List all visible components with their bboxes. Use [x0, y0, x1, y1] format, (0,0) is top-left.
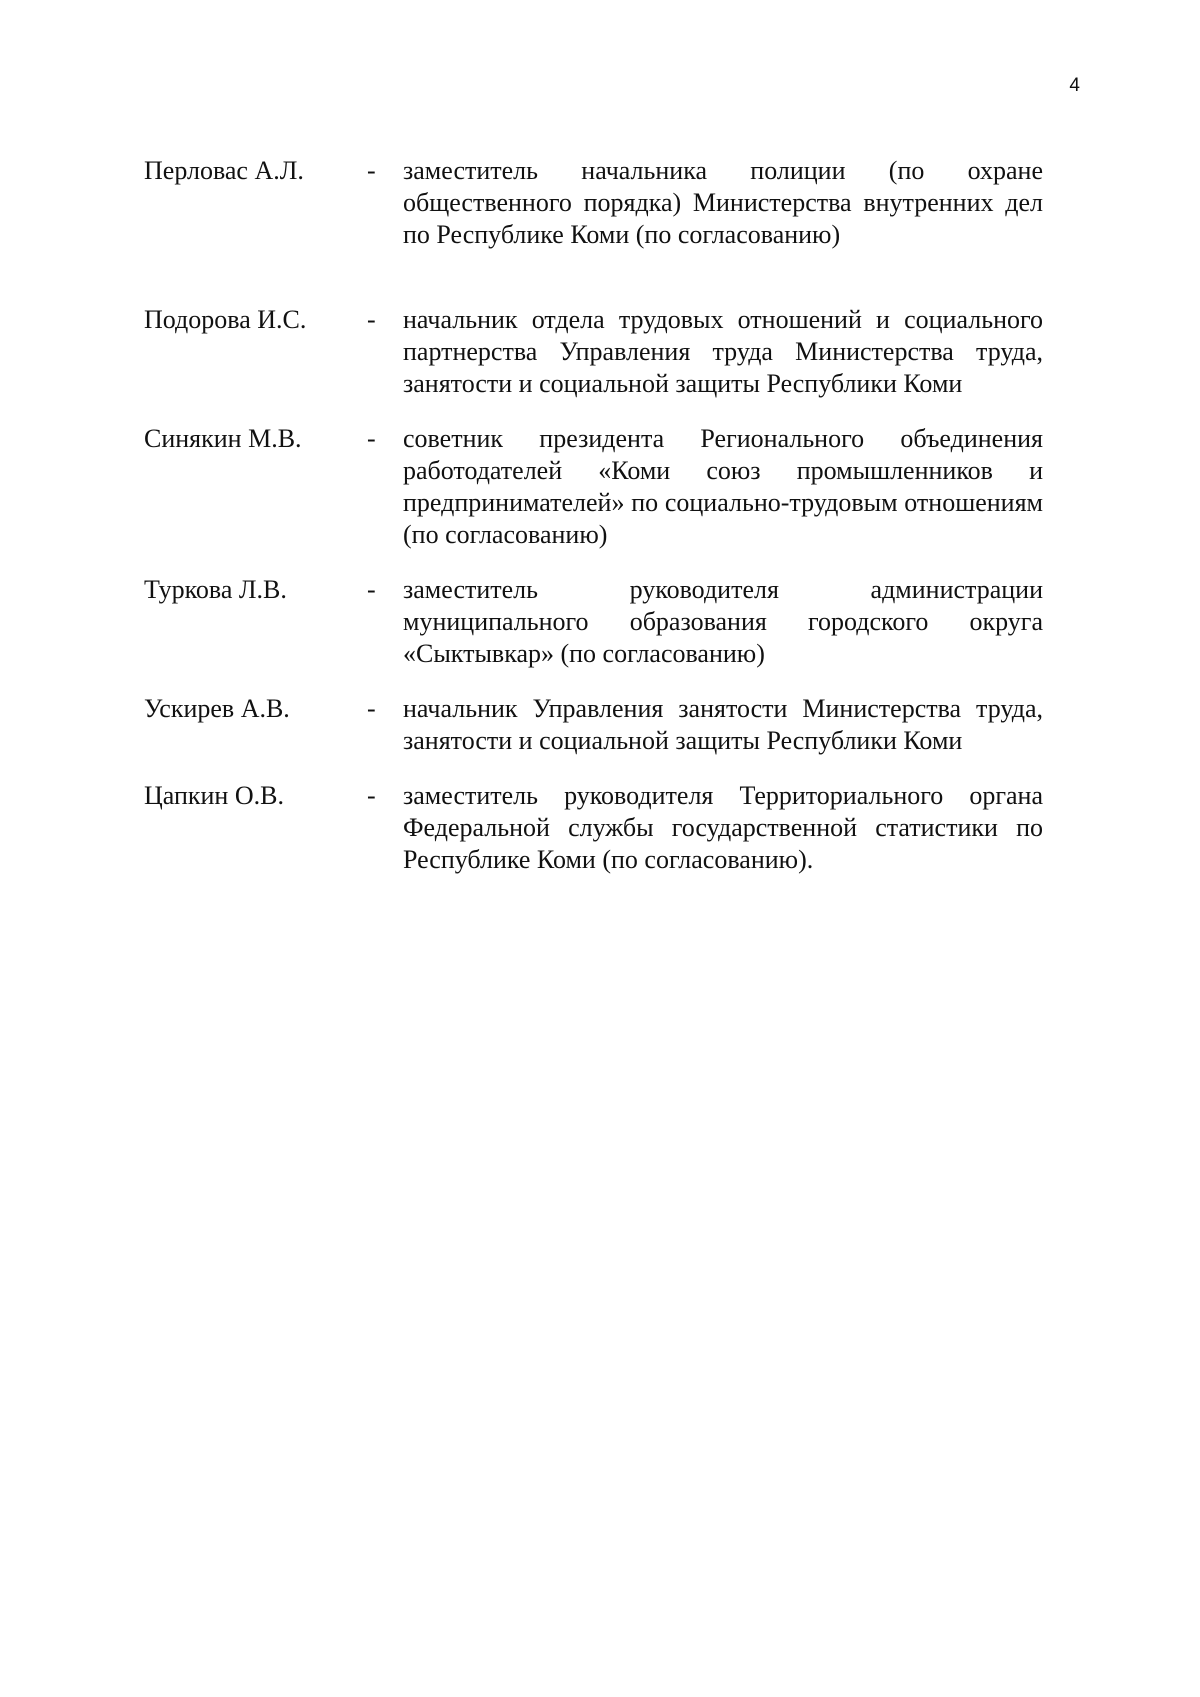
member-role: заместитель руководителя Территориального органа Федеральной службы государственной статистики по Республике Коми (по согласованию). [403, 781, 1043, 874]
member-dash: - [367, 781, 376, 810]
member-dash: - [367, 575, 376, 604]
member-name: Синякин М.В. [144, 424, 302, 453]
member-name: Подорова И.С. [144, 305, 307, 334]
member-list [144, 155, 1044, 899]
member-dash: - [367, 694, 376, 723]
member-name: Туркова Л.В. [144, 575, 287, 604]
member-entry-podorova [144, 304, 1044, 400]
member-name: Перловас А.Л. [144, 156, 304, 185]
member-dash: - [367, 305, 376, 334]
member-dash: - [367, 156, 376, 185]
member-role: советник президента Регионального объединения работодателей «Коми союз промышленников и предпринимателей» по социально-трудовым отношениям (по согласованию) [403, 424, 1043, 549]
member-entry-tsapkin [144, 780, 1044, 876]
member-entry-uskirev [144, 693, 1044, 757]
member-dash: - [367, 424, 376, 453]
member-role: заместитель руководителя администрации муниципального образования городского округа «Сыктывкар» (по согласованию) [403, 575, 1043, 668]
member-entry-perlovas [144, 155, 1044, 251]
member-role: заместитель начальника полиции (по охране общественного порядка) Министерства внутренних дел по Республике Коми (по согласованию) [403, 156, 1043, 249]
page-number: 4 [1069, 75, 1080, 96]
member-role: начальник Управления занятости Министерства труда, занятости и социальной защиты Республики Коми [403, 694, 1043, 755]
member-entry-turkova [144, 574, 1044, 670]
member-name: Ускирев А.В. [144, 694, 290, 723]
member-name: Цапкин О.В. [144, 781, 284, 810]
member-role: начальник отдела трудовых отношений и социального партнерства Управления труда Министерства труда, занятости и социальной защиты Республики Коми [403, 305, 1043, 398]
member-entry-sinyakin [144, 423, 1044, 551]
